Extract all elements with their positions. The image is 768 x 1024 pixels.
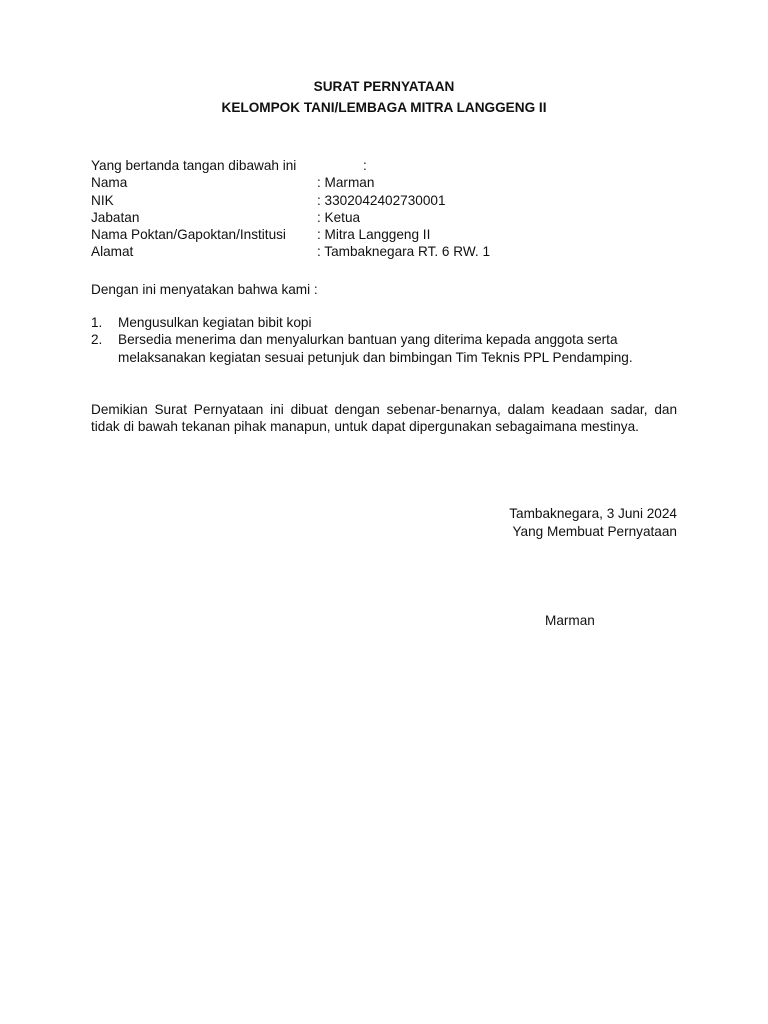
- statement-list: [91, 314, 681, 366]
- field-label: Jabatan: [91, 209, 140, 225]
- field-value: : Tambaknegara RT. 6 RW. 1: [317, 244, 491, 260]
- closing-text: Demikian Surat Pernyataan ini dibuat dengan sebenar-benarnya, dalam keadaan sadar, dan tidak di bawah tekanan pihak manapun, untuk dapat dipergunakan sebagaimana mestinya.: [91, 402, 677, 435]
- place-date: Tambaknegara, 3 Juni 2024: [509, 506, 677, 521]
- statement-intro: Dengan ini menyatakan bahwa kami :: [91, 282, 318, 297]
- field-row-position: [91, 209, 691, 226]
- list-item-text: Bersedia menerima dan menyalurkan bantuan yang diterima kepada anggota serta melaksanakan kegiatan sesuai petunjuk dan bimbingan Tim Teknis PPL Pendamping.: [118, 332, 633, 365]
- list-item-number: 2.: [91, 332, 103, 348]
- document-subtitle: KELOMPOK TANI/LEMBAGA MITRA LANGGENG II: [221, 100, 547, 115]
- field-value: : Marman: [317, 175, 375, 191]
- document-title: SURAT PERNYATAAN: [313, 79, 455, 94]
- field-row-group: [91, 226, 691, 243]
- field-label: Nama Poktan/Gapoktan/Institusi: [91, 227, 286, 243]
- signer-name: Marman: [545, 613, 595, 628]
- identity-block: [91, 157, 691, 261]
- list-item: [91, 314, 681, 331]
- list-item-text: Mengusulkan kegiatan bibit kopi: [118, 315, 312, 330]
- field-label: Nama: [91, 175, 128, 191]
- intro-label: Yang bertanda tangan dibawah ini: [91, 158, 297, 173]
- maker-title: Yang Membuat Pernyataan: [512, 524, 677, 539]
- field-value: : 3302042402730001: [317, 192, 446, 208]
- intro-separator: :: [363, 158, 367, 173]
- field-value: : Mitra Langgeng II: [317, 227, 431, 243]
- field-row-name: [91, 174, 691, 191]
- field-row-nik: [91, 192, 691, 209]
- field-label: NIK: [91, 192, 114, 208]
- intro-row: [91, 157, 691, 174]
- list-item: [91, 331, 681, 366]
- field-value: : Ketua: [317, 209, 361, 225]
- list-item-number: 1.: [91, 315, 103, 330]
- field-row-address: [91, 243, 691, 260]
- field-label: Alamat: [91, 244, 134, 260]
- closing-paragraph: [91, 401, 677, 436]
